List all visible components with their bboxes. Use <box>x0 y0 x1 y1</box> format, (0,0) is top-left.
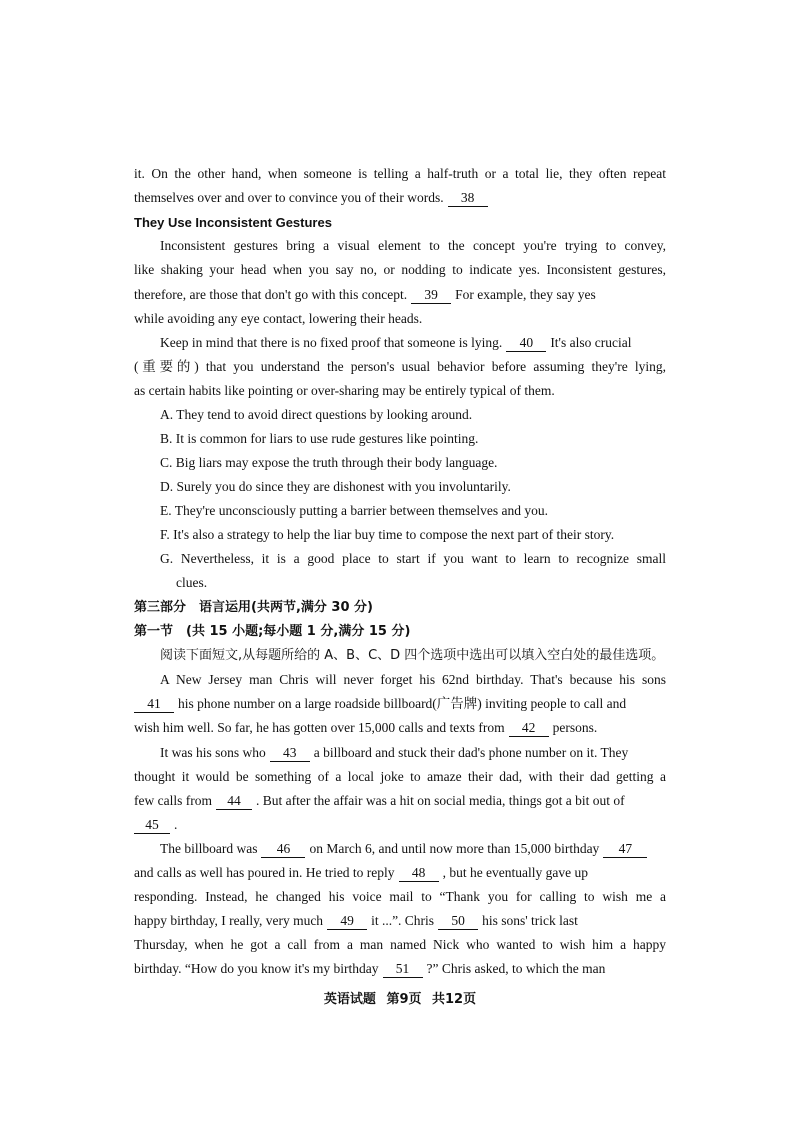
text-fragment: themselves over and over to convince you of their words. <box>134 190 444 205</box>
text-fragment: few calls from <box>134 793 212 808</box>
blank-46: 46 <box>261 841 305 858</box>
text-fragment: and calls as well has poured in. He tried to reply <box>134 865 395 880</box>
text-fragment: a billboard and stuck their dad's phone number on it. They <box>313 745 629 760</box>
blank-51: 51 <box>383 961 423 978</box>
blank-45: 45 <box>134 817 170 834</box>
section-title: 第三部分 语言运用(共两节,满分 30 分) <box>134 600 373 615</box>
blank-47: 47 <box>603 841 647 858</box>
option-a: A. They tend to avoid direct questions by looking around. <box>160 407 473 422</box>
text-line: like shaking your head when you say no, or nodding to indicate yes. Inconsistent gestures, <box>134 262 666 277</box>
blank-44: 44 <box>216 793 252 810</box>
text-line: it. On the other hand, when someone is telling a half-truth or a total lie, they often repeat <box>134 166 666 181</box>
text-line: thought it would be something of a local joke to amaze their dad, with their dad getting a <box>134 769 666 784</box>
option-g-continued: clues. <box>176 575 208 590</box>
text-line <box>134 911 578 931</box>
text-fragment: his phone number on a large roadside billboard(广告牌) inviting people to call and <box>178 696 627 711</box>
text-line <box>134 694 626 714</box>
text-fragment: For example, they say yes <box>455 287 596 302</box>
blank-48: 48 <box>399 865 439 882</box>
text-fragment: his sons' trick last <box>482 913 578 928</box>
text-fragment: happy birthday, I really, very much <box>134 913 324 928</box>
text-line: as certain habits like pointing or over-sharing may be entirely typical of them. <box>134 383 555 398</box>
footer-total-pages: 共12页 <box>432 992 477 1007</box>
section-heading: They Use Inconsistent Gestures <box>134 215 332 230</box>
option-b: B. It is common for liars to use rude gestures like pointing. <box>160 431 479 446</box>
blank-49: 49 <box>327 913 367 930</box>
blank-39: 39 <box>411 287 451 304</box>
text-fragment: on March 6, and until now more than 15,000 birthday <box>309 841 600 856</box>
text-line <box>134 791 625 811</box>
option-d: D. Surely you do since they are dishonest with you involuntarily. <box>160 479 511 494</box>
blank-42: 42 <box>509 720 549 737</box>
blank-50: 50 <box>438 913 478 930</box>
blank-43: 43 <box>270 745 310 762</box>
text-fragment: it ...”. Chris <box>371 913 435 928</box>
text-fragment: . But after the affair was a hit on social media, things got a bit out of <box>255 793 625 808</box>
text-fragment: . <box>174 817 178 832</box>
footer-page-number: 第9页 <box>386 992 422 1007</box>
text-line: Thursday, when he got a call from a man named Nick who wanted to wish him a happy <box>134 937 666 952</box>
text-fragment: Keep in mind that there is no fixed proof that someone is lying. <box>160 335 503 350</box>
blank-40: 40 <box>506 335 546 352</box>
blank-38: 38 <box>448 190 488 207</box>
text-line <box>160 743 628 763</box>
text-line <box>134 815 177 835</box>
subsection-title: 第一节 (共 15 小题;每小题 1 分,满分 15 分) <box>134 624 411 639</box>
text-line <box>134 959 605 979</box>
text-fragment: persons. <box>552 720 598 735</box>
option-g: G. Nevertheless, it is a good place to start if you want to learn to recognize small <box>160 551 666 566</box>
option-f: F. It's also a strategy to help the liar buy time to compose the next part of their story. <box>160 527 615 542</box>
blank-41: 41 <box>134 696 174 713</box>
instructions: 阅读下面短文,从每题所给的 A、B、C、D 四个选项中选出可以填入空白处的最佳选项。 <box>160 648 665 663</box>
text-line: (重要的) that you understand the person's usual behavior before assuming they're lying, <box>134 359 666 374</box>
text-line <box>160 839 651 859</box>
text-line: A New Jersey man Chris will never forget his 62nd birthday. That's because his sons <box>160 672 666 687</box>
text-line: responding. Instead, he changed his voice mail to “Thank you for calling to wish me a <box>134 889 666 904</box>
text-line <box>134 188 492 208</box>
text-fragment: therefore, are those that don't go with this concept. <box>134 287 408 302</box>
text-fragment: It was his sons who <box>160 745 266 760</box>
text-line <box>134 863 588 883</box>
option-e: E. They're unconsciously putting a barrier between themselves and you. <box>160 503 548 518</box>
page-footer <box>0 988 800 1007</box>
text-fragment: birthday. “How do you know it's my birthday <box>134 961 379 976</box>
text-line <box>160 333 631 353</box>
text-line: while avoiding any eye contact, lowering their heads. <box>134 311 423 326</box>
text-line <box>134 285 596 305</box>
option-c: C. Big liars may expose the truth through their body language. <box>160 455 498 470</box>
text-fragment: It's also crucial <box>550 335 632 350</box>
text-fragment: , but he eventually gave up <box>442 865 589 880</box>
footer-title: 英语试题 <box>323 992 376 1007</box>
text-fragment: wish him well. So far, he has gotten over 15,000 calls and texts from <box>134 720 505 735</box>
text-line: Inconsistent gestures bring a visual element to the concept you're trying to convey, <box>160 238 666 253</box>
text-fragment: ?” Chris asked, to which the man <box>426 961 606 976</box>
text-line <box>134 718 597 738</box>
text-fragment: The billboard was <box>160 841 258 856</box>
